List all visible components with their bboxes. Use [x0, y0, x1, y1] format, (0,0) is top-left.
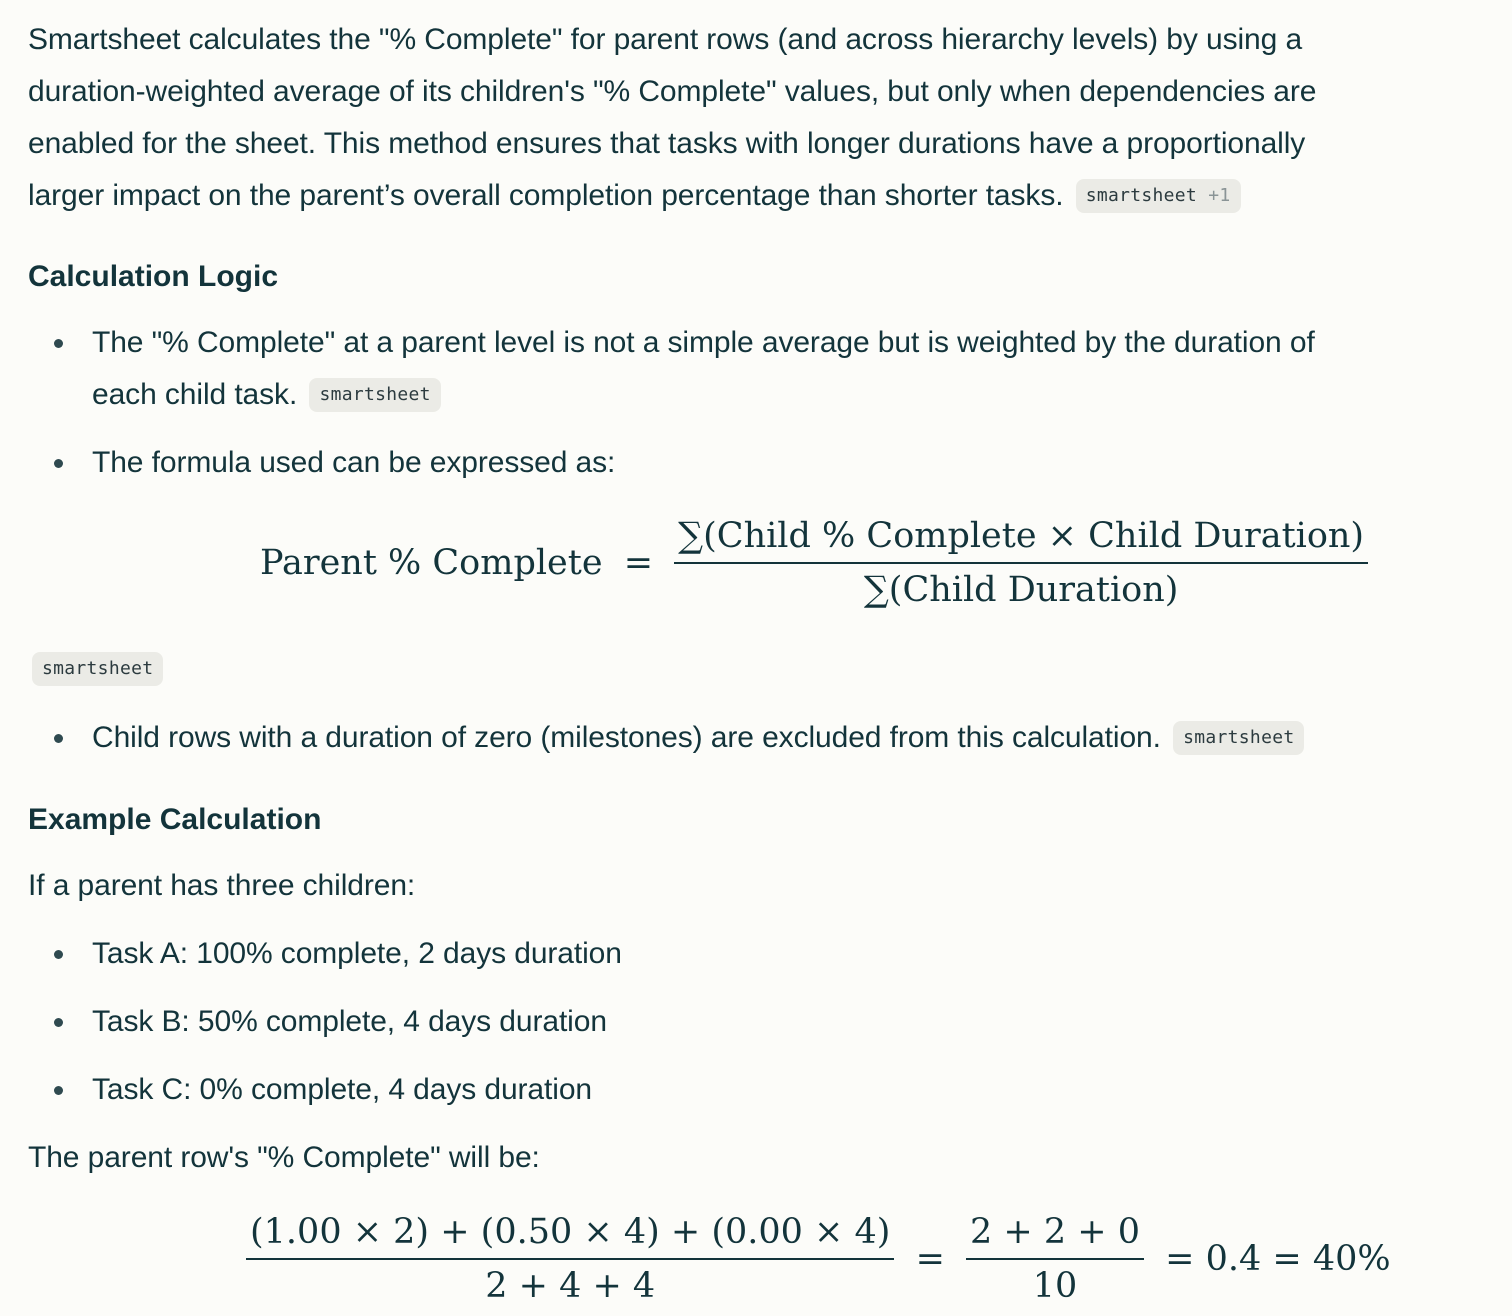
- bullet-dot: [54, 734, 63, 743]
- bullet-dot: [54, 1018, 63, 1027]
- citation-chip[interactable]: [309, 378, 440, 412]
- example-denominator-2: 10: [1032, 1266, 1078, 1306]
- example-intro: If a parent has three children:: [28, 869, 416, 902]
- citation-chip-extra: +1: [1208, 185, 1231, 206]
- citation-chip-label: smartsheet: [42, 658, 154, 679]
- example-calculation-heading: Example Calculation: [28, 803, 322, 836]
- bullet-dot: [54, 1086, 63, 1095]
- example-result: = 0.4 = 40%: [1165, 1239, 1391, 1279]
- example-fraction-1: [246, 1208, 894, 1310]
- task-b-item: Task B: 50% complete, 4 days duration: [92, 1005, 607, 1038]
- formula-denominator: ∑(Child Duration): [863, 570, 1179, 610]
- calc-bullet-2: The formula used can be expressed as:: [92, 446, 616, 479]
- result-intro: The parent row's "% Complete" will be:: [28, 1141, 540, 1174]
- formula-numerator: ∑(Child % Complete × Child Duration): [674, 512, 1368, 564]
- formula-lhs: Parent % Complete: [260, 543, 603, 583]
- task-c-item: Task C: 0% complete, 4 days duration: [92, 1073, 592, 1106]
- bullet-dot: [54, 339, 63, 348]
- citation-chip-label: smartsheet: [319, 384, 431, 405]
- intro-line-4: [28, 170, 1508, 222]
- formula-citation: [32, 652, 163, 686]
- formula-fraction: [674, 512, 1368, 614]
- calc-bullet-1-line-2: [92, 369, 1502, 421]
- parent-complete-formula: [260, 512, 1368, 614]
- example-fraction-2: [966, 1208, 1144, 1310]
- citation-chip-label: smartsheet: [1183, 727, 1295, 748]
- intro-paragraph: [28, 14, 1508, 222]
- example-denominator-1: 2 + 4 + 4: [485, 1266, 656, 1306]
- intro-line-1: Smartsheet calculates the "% Complete" for parent rows (and across hierarchy levels) by using a: [28, 23, 1303, 56]
- example-equation: [246, 1208, 1391, 1310]
- example-numerator-1: (1.00 × 2) + (0.50 × 4) + (0.00 × 4): [246, 1208, 894, 1260]
- formula-equals: =: [623, 543, 654, 583]
- example-numerator-2: 2 + 2 + 0: [966, 1208, 1144, 1260]
- calc-bullet-3-text: Child rows with a duration of zero (milestones) are excluded from this calculation.: [92, 721, 1161, 754]
- citation-chip[interactable]: [32, 652, 163, 686]
- calc-bullet-1-line-1: The "% Complete" at a parent level is not a simple average but is weighted by the duration of: [92, 326, 1315, 359]
- citation-chip[interactable]: [1076, 179, 1241, 213]
- task-a-item: Task A: 100% complete, 2 days duration: [92, 937, 622, 970]
- intro-line-3: enabled for the sheet. This method ensures that tasks with longer durations have a proportionally: [28, 127, 1306, 160]
- calc-bullet-1-line-2-text: each child task.: [92, 378, 298, 411]
- intro-line-2: duration-weighted average of its children's "% Complete" values, but only when dependencies are: [28, 75, 1317, 108]
- example-equals-1: =: [915, 1239, 945, 1279]
- calc-bullet-1: [92, 317, 1502, 421]
- citation-chip[interactable]: [1173, 721, 1304, 755]
- bullet-dot: [54, 950, 63, 959]
- intro-line-4-text: larger impact on the parent’s overall completion percentage than shorter tasks.: [28, 179, 1064, 212]
- calc-bullet-3: [92, 712, 1304, 764]
- calculation-logic-heading: Calculation Logic: [28, 260, 279, 293]
- bullet-dot: [54, 459, 63, 468]
- citation-chip-label: smartsheet: [1085, 185, 1198, 206]
